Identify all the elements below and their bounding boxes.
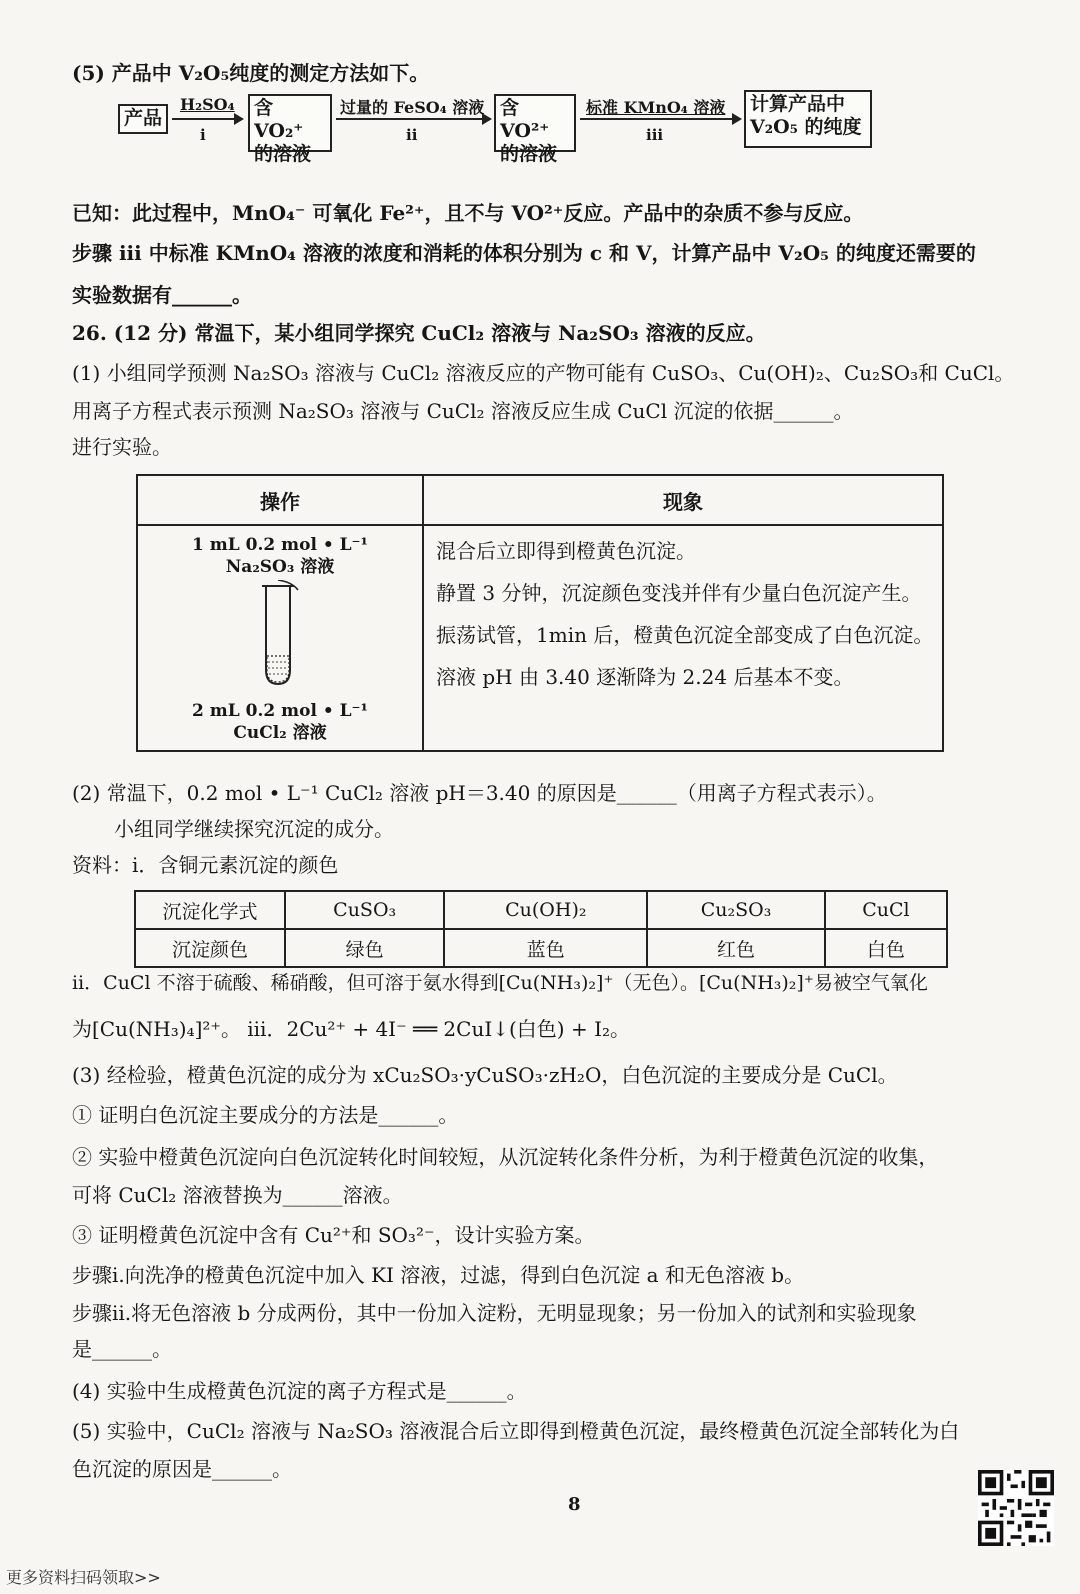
flow-box2-line2: 的溶液 xyxy=(500,143,558,165)
observation-line: 振荡试管，1min 后，橙黄色沉淀全部变成了白色沉淀。 xyxy=(436,623,934,647)
table-cell: 绿色 xyxy=(285,929,444,967)
flow-step1-num: i xyxy=(200,126,206,144)
q25-title: (5) 产品中 V₂O₅纯度的测定方法如下。 xyxy=(72,61,430,85)
bottom-label-line1: 2 mL 0.2 mol • L⁻¹ xyxy=(192,701,368,721)
q26-p2-line2: 小组同学继续探究沉淀的成分。 xyxy=(114,817,394,841)
table-cell: CuSO₃ xyxy=(285,891,444,929)
flow-box1-line1: 含 VO₂⁺ xyxy=(254,97,304,142)
footer-scan-prompt[interactable]: 更多资料扫码领取>> xyxy=(6,1568,161,1587)
q25-step-line1: 步骤 iii 中标准 KMnO₄ 溶液的浓度和消耗的体积分别为 c 和 V，计算产品中 V₂O₅ 的纯度还需要的 xyxy=(72,241,976,265)
q26-p1-line3: 进行实验。 xyxy=(72,435,172,459)
operation-cell xyxy=(137,525,423,751)
q26-p1-line1: (1) 小组同学预测 Na₂SO₃ 溶液与 CuCl₂ 溶液反应的产物可能有 CuSO₃、Cu(OH)₂、Cu₂SO₃和 CuCl。 xyxy=(72,361,1015,385)
flow-step1-reagent: H₂SO₄ xyxy=(180,95,235,114)
q26-p3-step1: 步骤ⅰ.向洗净的橙黄色沉淀中加入 KI 溶液，过滤，得到白色沉淀 a 和无色溶液 b。 xyxy=(72,1263,805,1287)
flow-box-result xyxy=(744,90,872,148)
reference-ii-line2: 为[Cu(NH₃)₄]²⁺。 ⅲ．2Cu²⁺ + 4I⁻ ══ 2CuI↓(白色) + I₂。 xyxy=(72,1017,630,1041)
observation-cell xyxy=(423,525,943,751)
reference-ii-line1: ⅱ．CuCl 不溶于硫酸、稀硝酸，但可溶于氨水得到[Cu(NH₃)₂]⁺（无色）。[Cu(NH₃)₂]⁺易被空气氧化 xyxy=(72,972,928,994)
q26-p3-step2a: 步骤ⅱ.将无色溶液 b 分成两份，其中一份加入淀粉，无明显现象；另一份加入的试剂和实验现象 xyxy=(72,1301,917,1325)
reference-title: 资料：ⅰ．含铜元素沉淀的颜色 xyxy=(72,853,339,877)
test-tube-icon xyxy=(248,580,308,690)
precipitate-color-table xyxy=(134,890,948,968)
flow-box-vo2plus xyxy=(248,94,332,165)
flow-step2-reagent: 过量的 FeSO₄ 溶液 xyxy=(340,98,485,117)
q26-p3-b1: ② 实验中橙黄色沉淀向白色沉淀转化时间较短，从沉淀转化条件分析，为利于橙黄色沉淀的收集， xyxy=(72,1145,939,1169)
header-operation: 操作 xyxy=(137,475,423,525)
table-cell: CuCl xyxy=(825,891,947,929)
q26-p4: (4) 实验中生成橙黄色沉淀的离子方程式是______。 xyxy=(72,1379,527,1403)
flow-step3-num: iii xyxy=(646,126,664,144)
observation-line: 混合后立即得到橙黄色沉淀。 xyxy=(436,539,696,563)
flow-step2-num: ii xyxy=(406,126,418,144)
table-cell: 白色 xyxy=(825,929,947,967)
q26-p3-line1: (3) 经检验，橙黄色沉淀的成分为 xCu₂SO₃·yCuSO₃·zH₂O，白色沉淀的主要成分是 CuCl。 xyxy=(72,1063,898,1087)
flow-box3-line1: 计算产品中 xyxy=(750,93,846,115)
flow-step3-reagent: 标准 KMnO₄ 溶液 xyxy=(586,98,726,117)
q26-p5-line1: (5) 实验中，CuCl₂ 溶液与 Na₂SO₃ 溶液混合后立即得到橙黄色沉淀，最终橙黄色沉淀全部转化为白 xyxy=(72,1419,960,1443)
flow-box1-line2: 的溶液 xyxy=(254,143,312,165)
qr-code-icon[interactable] xyxy=(978,1470,1054,1546)
table-cell: Cu₂SO₃ xyxy=(647,891,824,929)
flow-box3-line2: V₂O₅ 的纯度 xyxy=(750,116,862,138)
top-label-line2: Na₂SO₃ 溶液 xyxy=(225,557,335,577)
table-cell: 蓝色 xyxy=(444,929,647,967)
table-cell: 沉淀化学式 xyxy=(135,891,285,929)
flow-box-vo2plus2 xyxy=(494,94,576,165)
page-number: 8 xyxy=(568,1494,581,1515)
top-solution-label xyxy=(138,534,422,578)
table-cell: Cu(OH)₂ xyxy=(444,891,647,929)
experiment-table xyxy=(136,474,944,752)
q26-title: 26. (12 分) 常温下，某小组同学探究 CuCl₂ 溶液与 Na₂SO₃ 溶液的反应。 xyxy=(72,321,766,345)
q26-p2-line1: (2) 常温下，0.2 mol • L⁻¹ CuCl₂ 溶液 pH＝3.40 的原因是______（用离子方程式表示）。 xyxy=(72,781,887,805)
flow-start-box: 产品 xyxy=(118,104,168,134)
top-label-line1: 1 mL 0.2 mol • L⁻¹ xyxy=(192,535,368,555)
bottom-solution-label xyxy=(138,700,422,744)
q26-p5-line2: 色沉淀的原因是______。 xyxy=(72,1457,292,1481)
q26-p3-c: ③ 证明橙黄色沉淀中含有 Cu²⁺和 SO₃²⁻，设计实验方案。 xyxy=(72,1223,595,1247)
flow-arrow-3 xyxy=(580,118,740,120)
q25-step-line2: 实验数据有______。 xyxy=(72,283,252,307)
header-observation: 现象 xyxy=(423,475,943,525)
q26-p3-b2: 可将 CuCl₂ 溶液替换为______溶液。 xyxy=(72,1183,403,1207)
observation-line: 溶液 pH 由 3.40 逐渐降为 2.24 后基本不变。 xyxy=(436,665,854,689)
q26-p3-step2b: 是______。 xyxy=(72,1337,172,1361)
observation-line: 静置 3 分钟，沉淀颜色变浅并伴有少量白色沉淀产生。 xyxy=(436,581,922,605)
q26-p3-a: ① 证明白色沉淀主要成分的方法是______。 xyxy=(72,1103,459,1127)
table-cell: 红色 xyxy=(647,929,824,967)
q25-known: 已知：此过程中，MnO₄⁻ 可氧化 Fe²⁺，且不与 VO²⁺反应。产品中的杂质不参与反应。 xyxy=(72,201,864,225)
flow-box2-line1: 含 VO²⁺ xyxy=(500,97,550,142)
bottom-label-line2: CuCl₂ 溶液 xyxy=(233,723,327,743)
flow-arrow-1 xyxy=(172,118,242,120)
flow-arrow-2 xyxy=(336,118,490,120)
table-cell: 沉淀颜色 xyxy=(135,929,285,967)
q26-p1-line2: 用离子方程式表示预测 Na₂SO₃ 溶液与 CuCl₂ 溶液反应生成 CuCl 沉淀的依据______。 xyxy=(72,399,854,423)
